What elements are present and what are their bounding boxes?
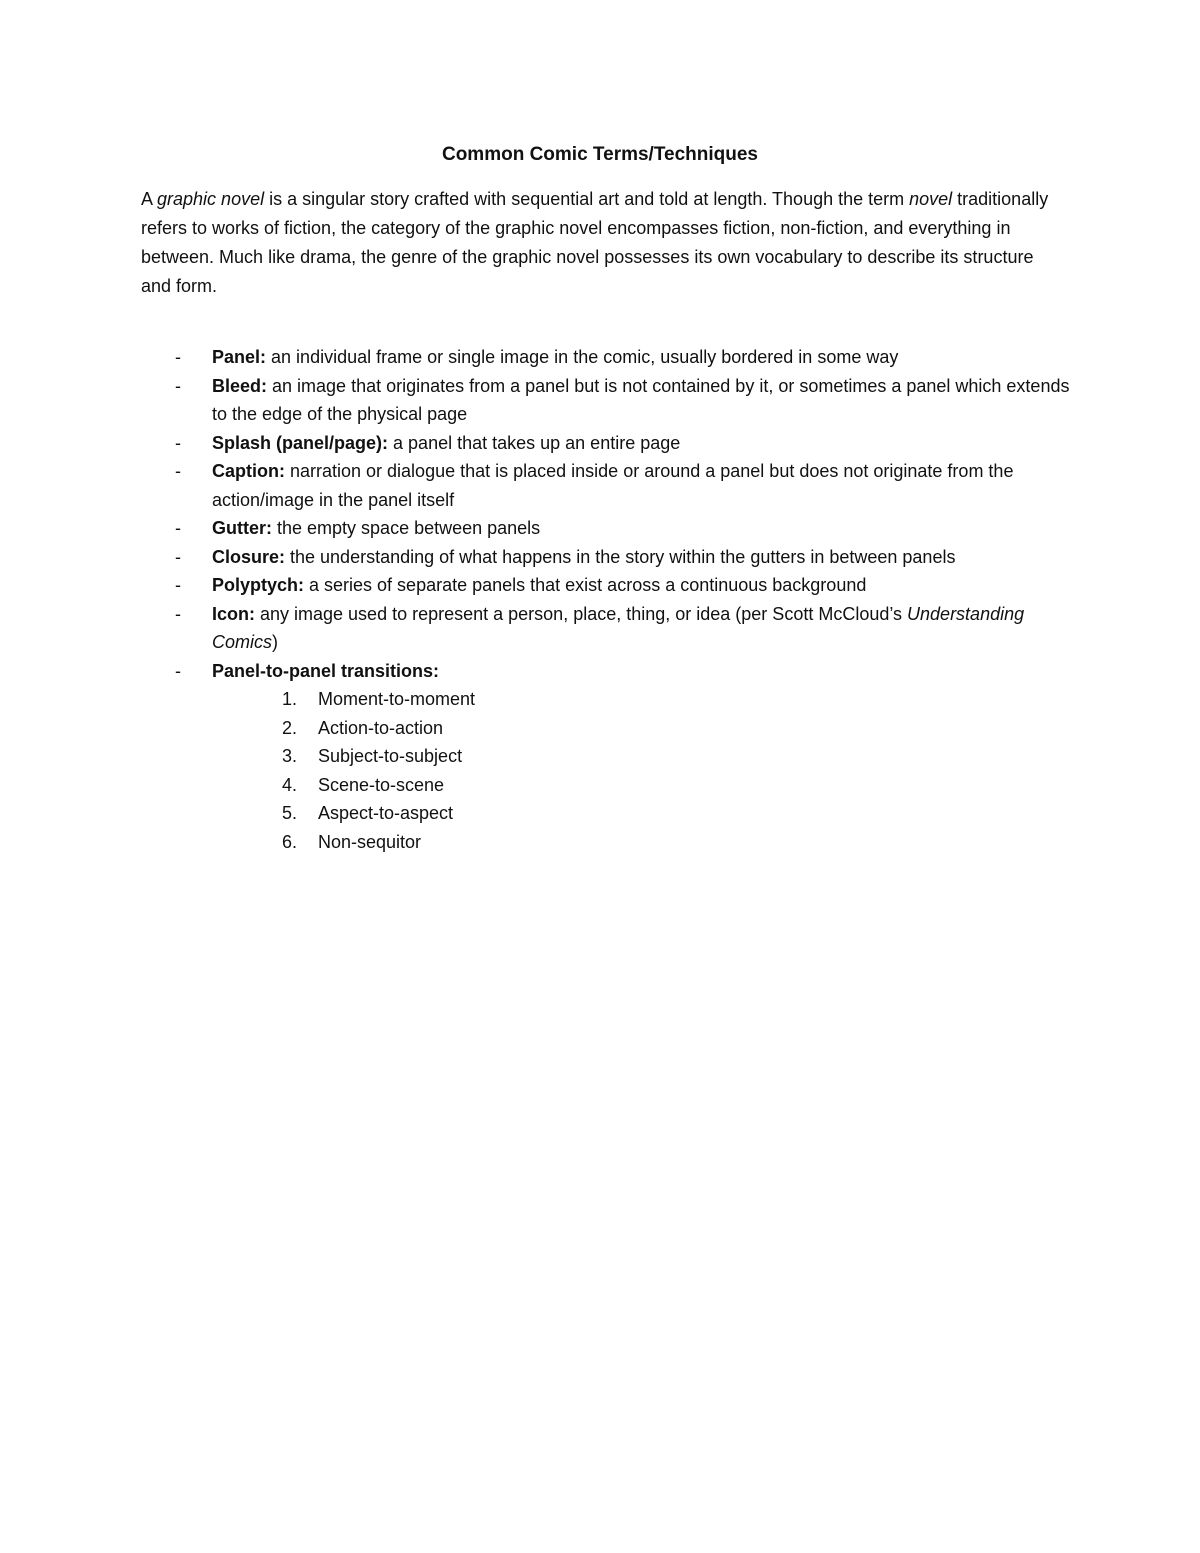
term-definition: the understanding of what happens in the story within the gutters in between panels [285,546,956,567]
term-name: Icon: [212,603,255,624]
transitions-list [212,685,1081,856]
term-name: Bleed: [212,375,268,396]
term-item-closure [141,543,1081,572]
term-item-panel [141,343,1081,372]
transition-label: Action-to-action [318,717,444,738]
term-definition-end: ) [272,632,279,652]
transition-number: 4. [282,774,298,795]
transition-item [212,685,1081,714]
transition-item [212,799,1081,828]
transition-number: 3. [282,746,298,766]
transition-label: Non-sequitor [318,831,422,852]
transition-number: 5. [282,803,298,823]
bullet-dash: - [175,432,181,453]
intro-emphasis-graphic-novel: graphic novel [157,189,265,209]
term-definition: narration or dialogue that is placed inside or around a panel but does not originate from the action/image in the panel itself [212,461,1014,510]
terms-list [141,343,1081,856]
term-definition: an individual frame or single image in the comic, usually bordered in some way [266,347,899,367]
term-item-caption [141,457,1081,514]
term-name: Splash (panel/page): [212,432,389,453]
intro-paragraph [141,185,1061,301]
term-definition: a panel that takes up an entire page [388,432,681,453]
term-name: Panel: [212,347,267,367]
term-item-icon [141,600,1081,657]
intro-emphasis-novel: novel [909,189,953,209]
transition-item [212,714,1081,743]
term-name: Closure: [212,546,286,567]
term-name: Polyptych: [212,575,305,595]
bullet-dash: - [175,347,181,367]
term-name: Caption: [212,461,285,481]
bullet-dash: - [175,518,181,538]
transition-item [212,742,1081,771]
term-definition: a series of separate panels that exist across a continuous background [304,575,867,595]
transition-number: 1. [282,689,298,709]
term-definition: an image that originates from a panel but is not contained by it, or sometimes a panel which extends to the edge of the physical page [212,375,1070,424]
bullet-dash: - [175,575,181,595]
intro-text-1: A [141,189,158,209]
transition-label: Aspect-to-aspect [318,803,454,823]
intro-text-3: traditionally refers to works of fiction, the category of the graphic novel encompasses fiction, non-fiction, and everything in between. Much like drama, the genre of the graphic novel possesses its own vocabulary to describe its structure and form. [141,189,1049,296]
term-name: Gutter: [212,518,272,538]
term-definition: any image used to represent a person, place, thing, or idea (per Scott McCloud’s [255,603,908,624]
transition-item [212,828,1081,857]
bullet-dash: - [175,375,181,396]
document-title: Common Comic Terms/Techniques [441,144,758,165]
term-item-gutter [141,514,1081,543]
term-item-transitions [141,657,1081,857]
term-name: Panel-to-panel transitions: [212,660,440,681]
term-item-polyptych [141,571,1081,600]
transition-label: Moment-to-moment [318,689,476,709]
transition-item [212,771,1081,800]
transition-number: 6. [282,831,298,852]
term-item-bleed [141,372,1081,429]
bullet-dash: - [175,660,181,681]
transition-label: Scene-to-scene [318,774,445,795]
term-definition-book-title: Understanding Comics [212,603,1025,652]
term-definition: the empty space between panels [272,518,541,538]
bullet-dash: - [175,461,181,481]
transition-label: Subject-to-subject [318,746,463,766]
bullet-dash: - [175,603,181,624]
transition-number: 2. [282,717,298,738]
bullet-dash: - [175,546,181,567]
intro-text-2: is a singular story crafted with sequential art and told at length. Though the term [264,189,910,209]
term-item-splash [141,429,1081,458]
